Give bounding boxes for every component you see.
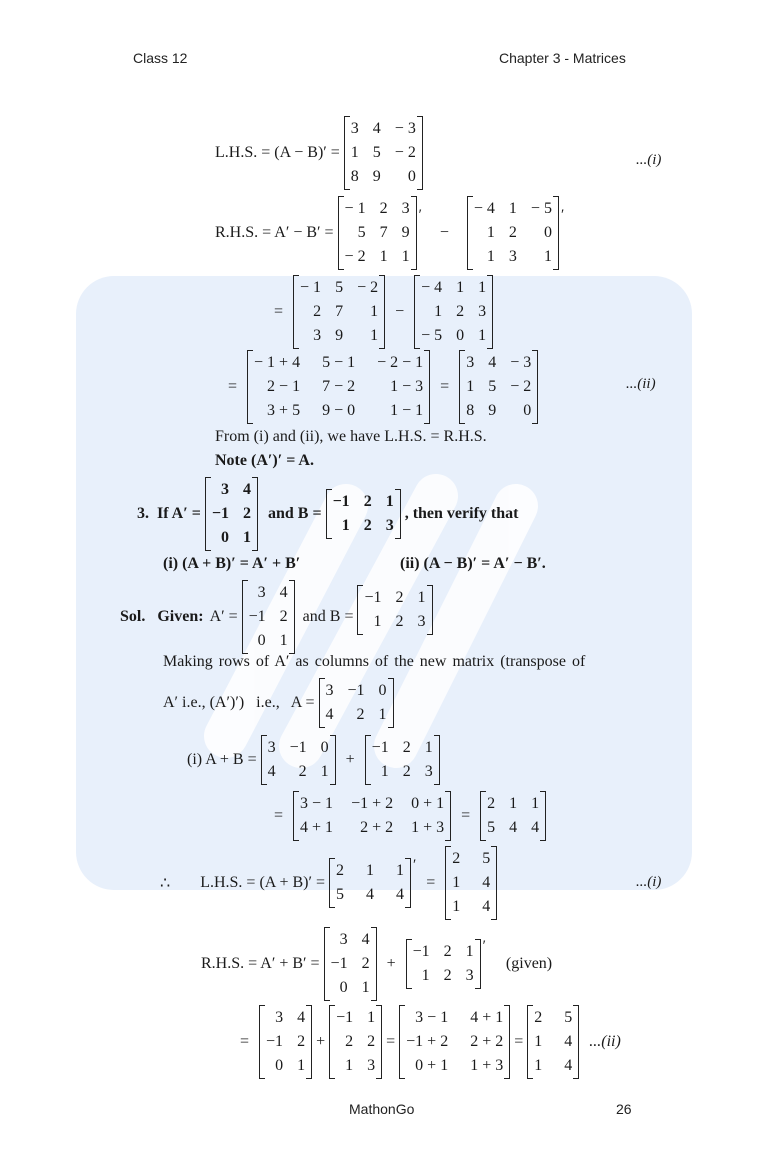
matrix-cell: 2 — [363, 517, 372, 534]
matrix-cell: 1 — [456, 279, 465, 296]
matrix-cell: 1 — [543, 248, 552, 265]
matrix-cell: 1 — [370, 327, 379, 344]
matrix-cell: 1 — [279, 632, 288, 649]
matrix-cell: 4 — [482, 898, 491, 915]
matrix-cell: 1 — [320, 763, 329, 780]
matrix-cell: 1 — [508, 200, 517, 217]
matrix-cell: 1 — [242, 529, 251, 546]
question-part-ii: (ii) (A − B)′ = A′ − B′. — [400, 555, 546, 572]
matrix-cell: − 2 — [357, 279, 379, 296]
matrix-cell: 3 − 1 — [300, 795, 334, 812]
matrix-cell: 5 — [487, 819, 496, 836]
matrix-cell: 1 — [378, 706, 387, 723]
matrix-cell: 2 — [345, 1033, 354, 1050]
question-part-i: (i) (A + B)′ = A′ + B′ — [163, 555, 301, 572]
matrix-cell: 2 — [402, 739, 411, 756]
matrix-cell: 1 — [486, 248, 495, 265]
matrix — [406, 939, 481, 989]
lhs-label: L.H.S. = (A − B)′ = — [215, 144, 340, 161]
matrix-cell: − 3 — [510, 354, 532, 371]
matrix-cell: 3 − 1 — [415, 1009, 449, 1026]
matrix-cell: − 1 — [300, 279, 322, 296]
footer-brand: MathonGo — [349, 1101, 415, 1117]
matrix-cell: 9 — [488, 402, 497, 419]
matrix-cell: 4 — [488, 354, 497, 371]
matrix-cell: 1 — [421, 967, 430, 984]
matrix-cell: 3 — [257, 584, 266, 601]
matrix-cell: 2 — [395, 589, 404, 606]
matrix — [326, 489, 401, 539]
matrix-cell: 3 + 5 — [267, 402, 301, 419]
matrix-cell: 2 — [298, 763, 307, 780]
matrix-cell: 4 — [564, 1033, 573, 1050]
matrix-cell: 1 — [486, 224, 495, 241]
matrix-cell: 1 — [297, 1057, 306, 1074]
matrix-cell: 1 — [534, 1033, 543, 1050]
matrix-cell: 1 − 3 — [390, 378, 424, 395]
matrix-cell: 1 — [466, 378, 475, 395]
matrix-cell: 3 — [466, 354, 475, 371]
equation-tag: ...(i) — [636, 152, 662, 168]
matrix-cell: 1 — [370, 303, 379, 320]
matrix-cell: 2 — [363, 493, 372, 510]
matrix-cell: 2 — [367, 1033, 376, 1050]
matrix-cell: 4 — [325, 706, 334, 723]
matrix-cell: 1 — [350, 144, 359, 161]
matrix-cell: 0 — [378, 682, 387, 699]
matrix-cell: 5 — [335, 886, 344, 903]
matrix-cell: 5 — [357, 224, 366, 241]
matrix-cell: 2 — [395, 613, 404, 630]
matrix-cell: 1 — [341, 517, 350, 534]
matrix-cell: 4 — [297, 1009, 306, 1026]
matrix-cell: 5 — [564, 1009, 573, 1026]
matrix-cell: 0 — [407, 168, 416, 185]
matrix-cell: 0 — [456, 327, 465, 344]
matrix-cell: −1 + 2 — [351, 795, 394, 812]
matrix-cell: 0 — [275, 1057, 284, 1074]
matrix-cell: − 4 — [421, 279, 443, 296]
matrix-cell: −1 — [364, 589, 382, 606]
matrix-cell: 4 — [564, 1057, 573, 1074]
matrix-cell: 9 — [335, 327, 344, 344]
matrix-cell: 4 + 1 — [300, 819, 334, 836]
matrix-cell: 3 — [385, 517, 394, 534]
matrix-cell: 5 − 1 — [322, 354, 356, 371]
equation-tag: ...(i) — [636, 874, 662, 890]
matrix-cell: 7 — [335, 303, 344, 320]
transpose-a: A′ i.e., (A′)′) i.e., A = 3 −1 0 4 2 1 — [163, 678, 398, 728]
matrix-cell: 5 — [482, 850, 491, 867]
matrix-cell: 2 + 2 — [360, 819, 394, 836]
matrix-cell: 1 — [373, 613, 382, 630]
matrix-cell: 2 — [402, 763, 411, 780]
matrix-cell: 2 — [534, 1009, 543, 1026]
matrix-cell: 3 — [350, 120, 359, 137]
footer-page-number: 26 — [616, 1101, 632, 1117]
matrix-cell: − 1 — [344, 200, 366, 217]
matrix-cell: 2 — [313, 303, 322, 320]
matrix-cell: 2 — [443, 967, 452, 984]
matrix — [319, 678, 394, 728]
matrix-cell: − 2 − 1 — [377, 354, 424, 371]
matrix-cell: 3 — [339, 931, 348, 948]
question-3: 3. If A′ = 3 4 −1 2 0 1 and B = −1 2 1 1 2 3 , then verify that — [137, 477, 518, 551]
matrix-cell: 0 — [523, 402, 532, 419]
matrix-cell: 3 — [465, 967, 474, 984]
matrix-cell: 1 — [395, 862, 404, 879]
matrix-cell: 1 — [534, 1057, 543, 1074]
question-number: 3. — [137, 505, 149, 522]
matrix-cell: 1 — [367, 1009, 376, 1026]
equation-tag: ...(ii) — [589, 1033, 621, 1050]
matrix-cell: 0 — [543, 224, 552, 241]
matrix-cell: 2 − 1 — [267, 378, 301, 395]
matrix-cell: 3 — [275, 1009, 284, 1026]
matrix — [261, 735, 336, 785]
rhs-sum: R.H.S. = A′ + B′ = 3 4 −1 2 0 1 + −1 2 1 1 2 3 ′ (given) — [201, 927, 552, 1001]
matrix-cell: 8 — [466, 402, 475, 419]
matrix — [293, 275, 385, 349]
matrix-cell: 4 — [395, 886, 404, 903]
matrix-cell: 9 − 0 — [322, 402, 356, 419]
matrix-cell: −1 — [332, 493, 350, 510]
matrix — [480, 791, 546, 841]
matrix — [467, 196, 559, 270]
matrix-cell: −1 — [266, 1033, 284, 1050]
matrix-cell: − 1 + 4 — [254, 354, 301, 371]
sum-step-1: (i) A + B = 3 −1 0 4 2 1 + −1 2 1 1 2 3 — [187, 735, 444, 785]
matrix — [527, 1005, 579, 1079]
matrix-cell: 1 — [509, 795, 518, 812]
rhs-step-2: = − 1 5 − 2 2 7 1 3 9 1 − − 4 1 1 1 2 3 − 5 0 1 — [268, 275, 497, 349]
matrix — [459, 350, 538, 424]
matrix-cell: 0 — [257, 632, 266, 649]
matrix-cell: − 2 — [510, 378, 532, 395]
matrix-cell: −1 — [371, 739, 389, 756]
matrix-cell: 4 — [365, 886, 374, 903]
matrix — [414, 275, 493, 349]
matrix-cell: 1 — [345, 1057, 354, 1074]
making-rows-text: Making rows of A′ as columns of the new matrix (transpose of — [163, 653, 586, 670]
matrix-cell: 1 — [452, 898, 461, 915]
matrix-cell: − 2 — [394, 144, 416, 161]
solution-given: Sol. Given: A′ = 3 4 −1 2 0 1 and B = −1 2 1 1 2 3 — [120, 580, 437, 654]
matrix — [329, 1005, 382, 1079]
matrix-cell: −1 — [289, 739, 307, 756]
matrix — [365, 735, 440, 785]
matrix-cell: 2 — [335, 862, 344, 879]
matrix-cell: 5 — [488, 378, 497, 395]
matrix-cell: 7 − 2 — [322, 378, 356, 395]
matrix-cell: 1 — [531, 795, 540, 812]
equation-tag: ...(ii) — [626, 376, 656, 392]
matrix — [259, 1005, 312, 1079]
matrix-cell: 5 — [372, 144, 381, 161]
matrix-cell: 4 + 1 — [470, 1009, 504, 1026]
matrix-cell: − 3 — [394, 120, 416, 137]
matrix — [344, 116, 423, 190]
matrix-cell: − 4 — [473, 200, 495, 217]
matrix-cell: 3 — [478, 303, 487, 320]
matrix — [445, 846, 497, 920]
matrix-cell: 4 — [279, 584, 288, 601]
matrix-cell: 3 — [325, 682, 334, 699]
header-chapter: Chapter 3 - Matrices — [499, 50, 626, 66]
matrix-cell: 2 — [242, 505, 251, 522]
matrix — [242, 580, 295, 654]
matrix-cell: −1 — [211, 505, 229, 522]
matrix-cell: 3 — [508, 248, 517, 265]
matrix-cell: 4 — [482, 874, 491, 891]
matrix-cell: 7 — [379, 224, 388, 241]
matrix-cell: 3 — [220, 481, 229, 498]
matrix — [329, 858, 411, 908]
note-text: Note (A′)′ = A. — [215, 452, 314, 469]
matrix-cell: 1 — [478, 279, 487, 296]
matrix-cell: 2 — [356, 706, 365, 723]
matrix — [357, 585, 432, 635]
matrix-cell: 0 — [320, 739, 329, 756]
matrix — [338, 196, 417, 270]
matrix-cell: 4 — [361, 931, 370, 948]
matrix-cell: 2 — [297, 1033, 306, 1050]
matrix-cell: − 2 — [344, 248, 366, 265]
matrix-cell: 1 — [401, 248, 410, 265]
matrix — [247, 350, 430, 424]
matrix-cell: 4 — [267, 763, 276, 780]
matrix-cell: 9 — [372, 168, 381, 185]
matrix-cell: −1 — [336, 1009, 354, 1026]
matrix-cell: 2 — [379, 200, 388, 217]
matrix-cell: 1 — [361, 979, 370, 996]
matrix-cell: 0 + 1 — [411, 795, 445, 812]
matrix-cell: −1 + 2 — [406, 1033, 449, 1050]
matrix-cell: 2 — [361, 955, 370, 972]
matrix-cell: 9 — [401, 224, 410, 241]
matrix-cell: − 5 — [530, 200, 552, 217]
sol-label: Sol. — [120, 608, 146, 625]
matrix-cell: −1 — [330, 955, 348, 972]
matrix — [399, 1005, 510, 1079]
matrix-cell: 1 + 3 — [411, 819, 445, 836]
matrix-cell: 3 — [367, 1057, 376, 1074]
matrix-cell: 1 — [478, 327, 487, 344]
lhs-equation — [215, 116, 427, 190]
matrix-cell: 0 + 1 — [415, 1057, 449, 1074]
matrix-cell: 8 — [350, 168, 359, 185]
matrix-cell: 1 − 1 — [390, 402, 424, 419]
matrix-cell: 5 — [335, 279, 344, 296]
matrix-cell: −1 — [347, 682, 365, 699]
matrix-cell: 0 — [339, 979, 348, 996]
matrix-cell: 2 + 2 — [470, 1033, 504, 1050]
rhs-label: R.H.S. = A′ − B′ = — [215, 224, 334, 241]
rhs-sum-step-2: = 3 4 −1 2 0 1 + −1 1 2 2 1 3 = 3 − 1 4 + 1 −1 + 2 2 + 2 0 + 1 1 + 3 = 2 5 1 4 1 4 ...(ii) — [234, 1005, 621, 1079]
matrix-cell: 3 — [267, 739, 276, 756]
matrix-cell: 1 — [452, 874, 461, 891]
matrix-cell: 2 — [279, 608, 288, 625]
matrix-cell: 1 — [434, 303, 443, 320]
matrix-cell: 2 — [443, 943, 452, 960]
matrix-cell: 1 — [385, 493, 394, 510]
matrix-cell: 1 + 3 — [470, 1057, 504, 1074]
matrix-cell: −1 — [248, 608, 266, 625]
matrix-cell: 1 — [424, 739, 433, 756]
matrix — [205, 477, 258, 551]
matrix-cell: 4 — [372, 120, 381, 137]
matrix-cell: 3 — [417, 613, 426, 630]
rhs-step-3: = − 1 + 4 5 − 1 − 2 − 1 2 − 1 7 − 2 1 − 3 3 + 5 9 − 0 1 − 1 = 3 4 − 3 1 5 − 2 8 9 0 — [222, 350, 542, 424]
matrix-cell: 3 — [401, 200, 410, 217]
matrix-cell: −1 — [412, 943, 430, 960]
matrix-cell: 1 — [380, 763, 389, 780]
matrix — [324, 927, 377, 1001]
matrix-cell: 4 — [509, 819, 518, 836]
matrix-cell: 2 — [508, 224, 517, 241]
header-class: Class 12 — [133, 50, 188, 66]
matrix — [293, 791, 451, 841]
matrix-cell: − 5 — [421, 327, 443, 344]
sum-step-2: = 3 − 1 −1 + 2 0 + 1 4 + 1 2 + 2 1 + 3 = 2 1 1 5 4 4 — [268, 791, 550, 841]
matrix-cell: 1 — [465, 943, 474, 960]
rhs-equation: R.H.S. = A′ − B′ = − 1 2 3 5 7 9 − 2 1 1 ′ − − 4 1 − 5 1 2 0 1 3 1 ′ — [215, 196, 568, 270]
matrix-cell: 2 — [456, 303, 465, 320]
matrix-cell: 3 — [424, 763, 433, 780]
matrix-cell: 0 — [220, 529, 229, 546]
conclusion-text: From (i) and (ii), we have L.H.S. = R.H.S. — [215, 428, 487, 445]
matrix-cell: 1 — [365, 862, 374, 879]
matrix-cell: 2 — [487, 795, 496, 812]
matrix-cell: 1 — [417, 589, 426, 606]
matrix-cell: 1 — [379, 248, 388, 265]
matrix-cell: 4 — [242, 481, 251, 498]
matrix-cell: 3 — [313, 327, 322, 344]
lhs-sum: ∴ L.H.S. = (A + B)′ = 2 1 1 5 4 4 ′ = 2 5 1 4 1 4 — [160, 846, 501, 920]
matrix-cell: 4 — [531, 819, 540, 836]
matrix-cell: 2 — [452, 850, 461, 867]
